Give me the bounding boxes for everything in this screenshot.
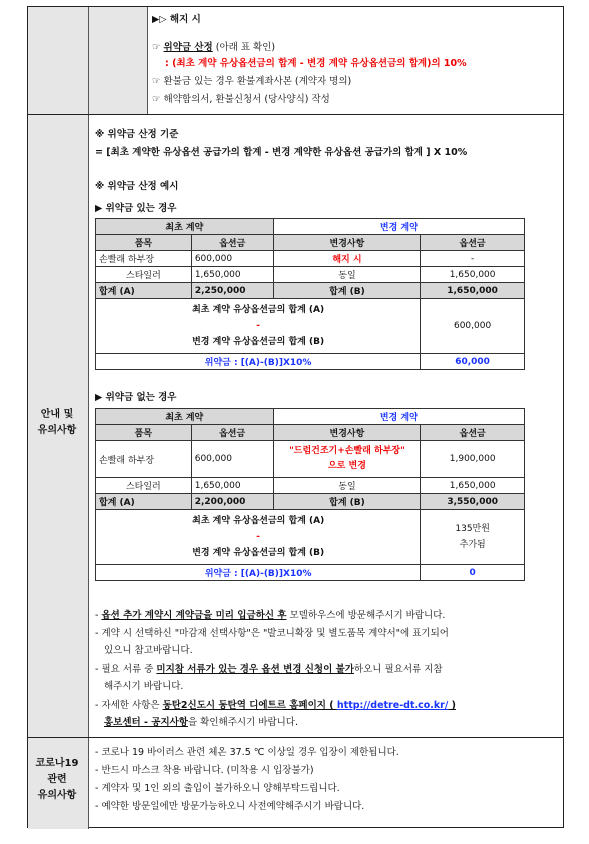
col-item: 품목 [96, 235, 192, 251]
pointer-icon: ☞ [152, 42, 164, 53]
note-dash: - 필요 서류 중 [95, 664, 157, 675]
note-1 [95, 609, 550, 623]
col-change: 변경사항 [273, 425, 421, 441]
sum-value-b: 1,650,000 [421, 283, 525, 299]
covid-note-2: - 반드시 마스크 착용 바랍니다. (미착용 시 입장불가) [95, 765, 314, 776]
top-divider [147, 7, 148, 114]
note-3-line2: 해주시기 바랍니다. [104, 681, 184, 692]
cell-amount-changed: 1,900,000 [421, 441, 525, 478]
example-title: ※ 위약금 산정 예시 [95, 181, 179, 192]
calc-cell [96, 299, 421, 354]
penalty-value: 60,000 [421, 354, 525, 370]
cell-amount: 600,000 [191, 441, 273, 478]
calc-value: 600,000 [421, 299, 525, 354]
calc-line-a: 최초 계약 유상옵션금의 합계 (A) [192, 516, 325, 526]
sum-label-b: 합계 (B) [273, 494, 421, 510]
table-sum-row [96, 283, 525, 299]
standard-formula: = [최초 계약한 유상옵션 공급가의 합계 - 변경 계약한 유상옵션 공급가의 합계 ] X 10% [95, 147, 468, 158]
row-divider-2 [28, 737, 563, 738]
sum-label-a: 합계 (A) [96, 494, 192, 510]
penalty-value: 0 [421, 565, 525, 581]
homepage-link[interactable]: http://detre-dt.co.kr/ [336, 700, 449, 711]
col-amount-changed: 옵션금 [421, 425, 525, 441]
calc-line-b: 변경 계약 유상옵션금의 합계 (B) [192, 337, 325, 347]
note-4-emphasis: 동탄2신도시 동탄역 디에트르 홈페이지 ( [162, 700, 337, 711]
note-2-line2: 있으니 참고바랍니다. [104, 645, 193, 656]
note-4-close: ) [448, 700, 456, 711]
note-3-emphasis: 미지참 서류가 있는 경우 옵션 변경 신청이 불가 [156, 664, 354, 675]
cell-amount: 1,650,000 [191, 267, 273, 283]
covid-label [27, 756, 87, 804]
cell-item: 스타일러 [96, 267, 192, 283]
cancel-docs-note: ☞ 해약합의서, 환불신청서 (당사양식) 작성 [152, 94, 330, 105]
table-row [96, 478, 525, 494]
case2-title: ▶ 위약금 없는 경우 [95, 392, 177, 403]
cell-amount-changed: 1,650,000 [421, 267, 525, 283]
penalty-calc-label: 위약금 산정 [163, 42, 213, 53]
penalty-label: 위약금 : [(A)-(B)]X10% [96, 354, 421, 370]
case1-title: ▶ 위약금 있는 경우 [95, 203, 177, 214]
calc-cell [96, 510, 421, 565]
standard-title: ※ 위약금 산정 기준 [95, 129, 179, 140]
top-left-cell [89, 7, 147, 114]
cell-item: 스타일러 [96, 478, 192, 494]
calc-value [421, 510, 525, 565]
penalty-label: 위약금 : [(A)-(B)]X10% [96, 565, 421, 581]
calc-minus: - [256, 532, 261, 542]
note-4-text: 을 확인해주시기 바랍니다. [187, 717, 298, 728]
note-2-line1: - 계약 시 선택하신 "마감재 선택사항"은 "발코니확장 및 별도품목 계약서"에 표기되어 [95, 628, 449, 639]
covid-label-line3: 유의사항 [37, 790, 77, 801]
table-row [96, 441, 525, 478]
note-dash: - [95, 610, 102, 621]
calc-line-a: 최초 계약 유상옵션금의 합계 (A) [192, 305, 325, 315]
note-3-text: 하오니 필요서류 지참 [353, 664, 443, 675]
cell-change-line2: 으로 변경 [327, 461, 366, 471]
col-change: 변경사항 [273, 235, 420, 251]
calc-minus: - [256, 321, 260, 331]
col-amount: 옵션금 [191, 235, 273, 251]
note-1-emphasis: 옵션 추가 계약시 계약금을 미리 입금하신 후 [101, 610, 287, 621]
row-divider-1 [28, 114, 563, 115]
cell-change: 동일 [273, 478, 421, 494]
example-table-2 [95, 408, 525, 581]
sum-label-a: 합계 (A) [96, 283, 192, 299]
covid-note-1: - 코로나 19 바이러스 관련 체온 37.5 ℃ 이상일 경우 입장이 제한됩니다. [95, 747, 399, 758]
refund-account-note: ☞ 환불금 있는 경우 환불계좌사본 (계약자 명의) [152, 76, 352, 87]
sum-label-b: 합계 (B) [273, 283, 420, 299]
termination-heading: ▶▷ 해지 시 [152, 14, 201, 25]
sum-value-a: 2,200,000 [191, 494, 273, 510]
cell-amount: 600,000 [191, 251, 273, 267]
header-changed: 변경 계약 [273, 409, 524, 425]
table-row [96, 267, 525, 283]
sum-value-b: 3,550,000 [421, 494, 525, 510]
penalty-calc-note: (아래 표 확인) [212, 42, 276, 53]
column-divider [88, 7, 89, 829]
note-dash: - 자세한 사항은 [95, 700, 163, 711]
col-amount-changed: 옵션금 [421, 235, 525, 251]
sum-value-a: 2,250,000 [191, 283, 273, 299]
example-table-1 [95, 218, 525, 370]
guide-label-line1: 안내 및 [40, 409, 74, 420]
penalty-calc-line [152, 41, 275, 54]
col-item: 품목 [96, 425, 192, 441]
cell-change: 동일 [273, 267, 420, 283]
penalty-formula: : (최초 계약 유상옵션금의 합계 - 변경 계약 유상옵션금의 합계)의 10% [165, 58, 467, 69]
cell-item: 손빨래 하부장 [96, 441, 192, 478]
covid-note-3: - 계약자 및 1인 외의 출입이 불가하오니 양해부탁드립니다. [95, 783, 340, 794]
covid-label-line2: 관련 [47, 774, 67, 785]
cell-change: 해지 시 [273, 251, 420, 267]
cell-amount: 1,650,000 [191, 478, 273, 494]
cell-change-line1: "드럼건조기+손빨래 하부장" [289, 446, 405, 456]
calc-value-line1: 135만원 [455, 524, 490, 534]
header-initial: 최초 계약 [96, 219, 274, 235]
header-initial: 최초 계약 [96, 409, 274, 425]
cell-amount-changed: - [421, 251, 525, 267]
guide-label [27, 407, 87, 439]
notice-board-label: 홍보센터 - 공지사항 [104, 717, 188, 728]
guide-label-line2: 유의사항 [37, 425, 77, 436]
calc-line-b: 변경 계약 유상옵션금의 합계 (B) [192, 548, 325, 558]
note-4 [95, 699, 550, 730]
header-changed: 변경 계약 [273, 219, 524, 235]
covid-label-line1: 코로나19 [35, 758, 79, 769]
cell-amount-changed: 1,650,000 [421, 478, 525, 494]
col-amount: 옵션금 [191, 425, 273, 441]
cell-change [273, 441, 421, 478]
table-sum-row [96, 494, 525, 510]
cell-item: 손빨래 하부장 [96, 251, 192, 267]
note-2 [95, 627, 550, 658]
table-row [96, 251, 525, 267]
note-1-text: 모델하우스에 방문해주시기 바랍니다. [286, 610, 446, 621]
note-3 [95, 663, 550, 694]
covid-note-4: - 예약한 방문일에만 방문가능하오니 사전예약해주시기 바랍니다. [95, 801, 365, 812]
calc-value-line2: 추가됨 [459, 540, 486, 550]
